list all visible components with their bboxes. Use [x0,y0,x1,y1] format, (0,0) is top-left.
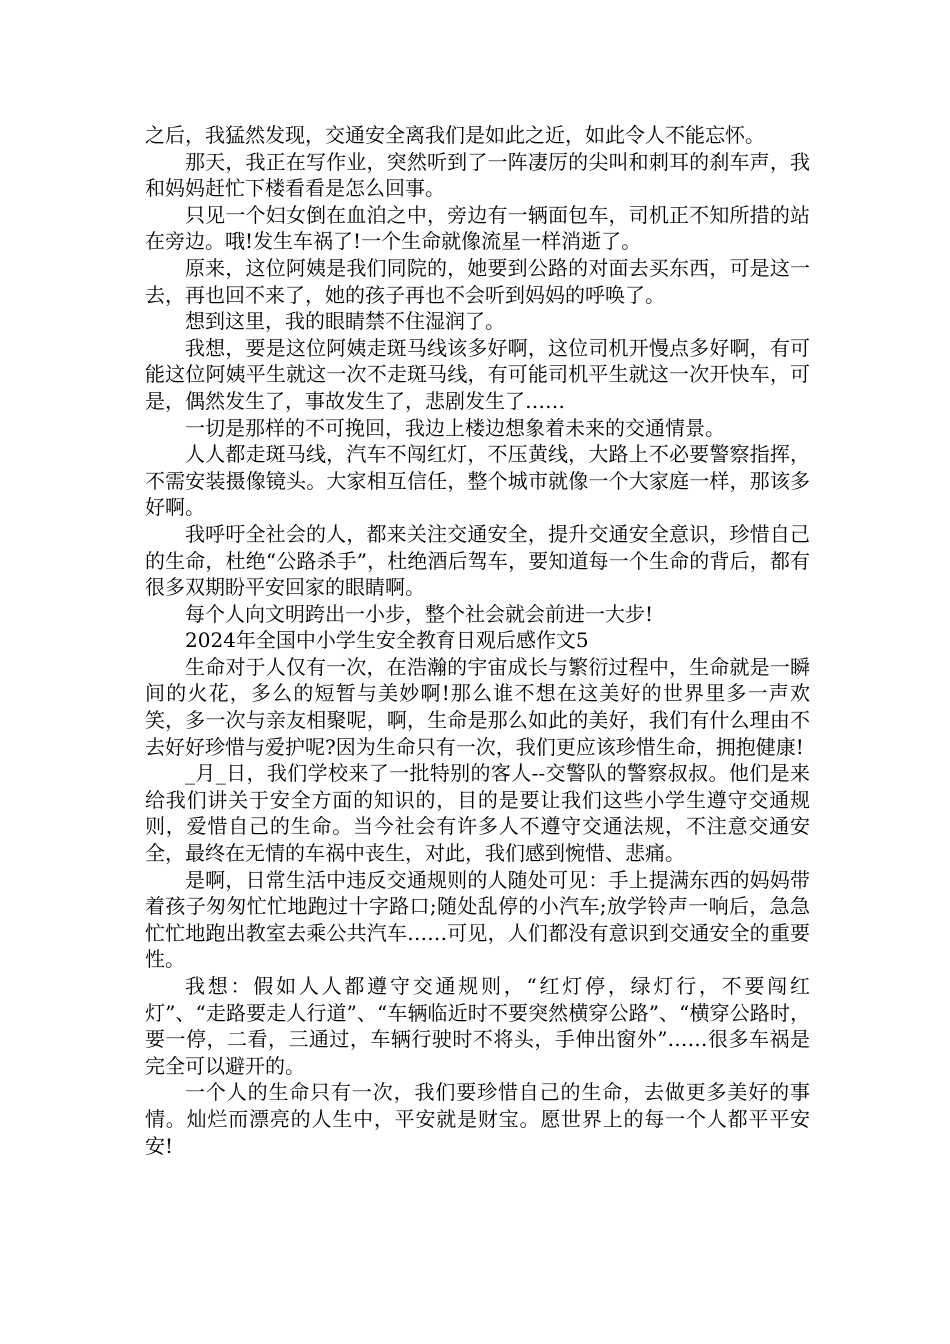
paragraph: 人人都走斑马线，汽车不闯红灯，不压黄线，大路上不必要警察指挥，不需安装摄像镜头。大家相互信任，整个城市就像一个大家庭一样，那该多好啊。 [145,442,810,520]
paragraph: 那天，我正在写作业，突然听到了一阵凄厉的尖叫和刺耳的刹车声，我和妈妈赶忙下楼看看是怎么回事。 [145,149,810,201]
paragraph: 我想，要是这位阿姨走斑马线该多好啊，这位司机开慢点多好啊，有可能这位阿姨平生就这一次不走斑马线，有可能司机平生就这一次开快车，可是，偶然发生了，事故发生了，悲剧发生了…… [145,335,810,413]
paragraph: 我想：假如人人都遵守交通规则，“红灯停，绿灯行，不要闯红灯”、“走路要走人行道”、“车辆临近时不要突然横穿公路”、“横穿公路时，要一停，二看，三通过，车辆行驶时不将头，手伸出窗外”……很多车祸是完全可以避开的。 [145,974,810,1078]
paragraph: 只见一个妇女倒在血泊之中，旁边有一辆面包车，司机正不知所措的站在旁边。哦!发生车祸了!一个生命就像流星一样消逝了。 [145,202,810,254]
paragraph-continuation: 之后，我猛然发现，交通安全离我们是如此之近，如此令人不能忘怀。 [145,123,765,147]
paragraph: 每个人向文明跨出一小步，整个社会就会前进一大步! [185,601,654,626]
paragraph: 一个人的生命只有一次，我们要珍惜自己的生命，去做更多美好的事情。灿烂而漂亮的人生中，平安就是财宝。愿世界上的每一个人都平平安安! [145,1080,810,1158]
paragraph: 一切是那样的不可挽回，我边上楼边想象着未来的交通情景。 [185,415,725,440]
paragraph: _月_日，我们学校来了一批特别的客人--交警队的警察叔叔。他们是来给我们讲关于安全方面的知识的，目的是要让我们这些小学生遵守交通规则，爱惜自己的生命。当今社会有许多人不遵守交通法规，不注意交通安全，最终在无情的车祸中丧生，对此，我们感到惋惜、悲痛。 [145,761,810,866]
paragraph: 生命对于人仅有一次，在浩瀚的宇宙成长与繁衍过程中，生命就是一瞬间的火花，多么的短暂与美妙啊!那么谁不想在这美好的世界里多一声欢笑，多一次与亲友相聚呢，啊，生命是那么如此的美好，我们有什么理由不去好好珍惜与爱护呢?因为生命只有一次，我们更应该珍惜生命，拥抱健康! [145,654,810,759]
paragraph: 我呼吁全社会的人，都来关注交通安全，提升交通安全意识，珍惜自己的生命，杜绝“公路杀手”，杜绝酒后驾车，要知道每一个生命的背后，都有很多双期盼平安回家的眼睛啊。 [145,521,810,600]
paragraph: 原来，这位阿姨是我们同院的，她要到公路的对面去买东西，可是这一去，再也回不来了，她的孩子再也不会听到妈妈的呼唤了。 [145,255,810,307]
paragraph: 是啊，日常生活中违反交通规则的人随处可见：手上提满东西的妈妈带着孩子匆匆忙忙地跑过十字路口;随处乱停的小汽车;放学铃声一响后，急急忙忙地跑出教室去乘公共汽车……可见，人们都没有意识到交通安全的重要性。 [145,867,810,972]
section-heading: 2024年全国中小学生安全教育日观后感作文5 [185,628,589,653]
document-page [145,122,810,1159]
paragraph: 想到这里，我的眼睛禁不住湿润了。 [185,309,505,334]
